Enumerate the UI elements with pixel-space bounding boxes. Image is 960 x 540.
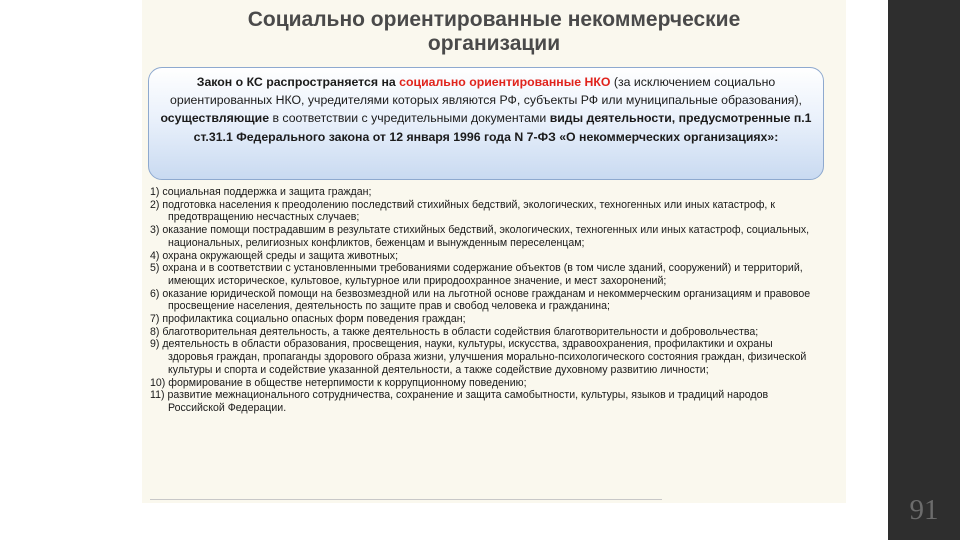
title-line-1: Социально ориентированные некоммерческие xyxy=(247,8,741,31)
callout-text-4: в соответствии с учредительными документами xyxy=(269,111,550,126)
callout-text-1: Закон о КС распространяется на xyxy=(196,75,400,89)
title-line-2: организации xyxy=(427,32,561,55)
slide-title xyxy=(142,8,846,56)
list-item: 3) оказание помощи пострадавшим в результате стихийных бедствий, экологических, техногенных или иных катастроф, социальных, национальных, религиозных конфликтов, беженцам и вынужденным переселенцам; xyxy=(150,224,810,249)
callout-highlight-nko: социально ориентированные НКО xyxy=(399,75,611,89)
list-item: 6) оказание юридической помощи на безвозмездной или на льготной основе гражданам и некоммерческим организациям и правовое просвещение населения, деятельность по защите прав и свобод человека и гражданина; xyxy=(150,287,811,313)
list-item: 11) развитие межнационального сотрудничества, сохранение и защита самобытности, культуры, языков и традиций народов Российской Федерации. xyxy=(150,389,769,414)
callout-text-3: осуществляющие xyxy=(160,111,270,126)
law-callout-box xyxy=(148,67,824,180)
bottom-divider xyxy=(150,499,662,500)
right-sidebar xyxy=(888,0,960,540)
list-item: 1) социальная поддержка и защита граждан; xyxy=(150,186,372,198)
callout-text-2: (за исключением социально ориентированных НКО, учредителями которых являются РФ, субъекты РФ или муниципальные образования), xyxy=(170,75,802,108)
list-item: 2) подготовка населения к преодолению последствий стихийных бедствий, экологических, техногенных или иных катастроф, к предотвращению несчастных случаев; xyxy=(150,198,775,224)
activity-list xyxy=(150,186,820,415)
list-item: 5) охрана и в соответствии с установленными требованиями содержание объектов (в том числе зданий, сооружений) и территорий, имеющих историческое, культовое, культурное или природоохранное значение, и мест захоронений; xyxy=(150,262,803,287)
list-item: 8) благотворительная деятельность, а также деятельность в области содействия благотворительности и добровольчества; xyxy=(150,325,759,338)
list-item: 9) деятельность в области образования, просвещения, науки, культуры, искусства, здравоохранения, профилактики и охраны здоровья граждан, пропаганды здорового образа жизни, улучшения морально-психологического состояния граждан, физической культуры и спорта и содействие указанной деятельности, а также содействие духовному развитию личности; xyxy=(150,338,807,376)
page-number: 91 xyxy=(909,494,939,526)
list-item: 7) профилактика социально опасных форм поведения граждан; xyxy=(150,313,466,326)
callout-text-5: виды деятельности, предусмотренные п.1 ст.31.1 Федерального закона от 12 января 1996 года N 7-ФЗ «О некоммерческих организациях»: xyxy=(193,111,812,144)
list-item: 4) охрана окружающей среды и защита животных; xyxy=(150,249,399,262)
list-item: 10) формирование в обществе нетерпимости к коррупционному поведению; xyxy=(150,376,527,389)
